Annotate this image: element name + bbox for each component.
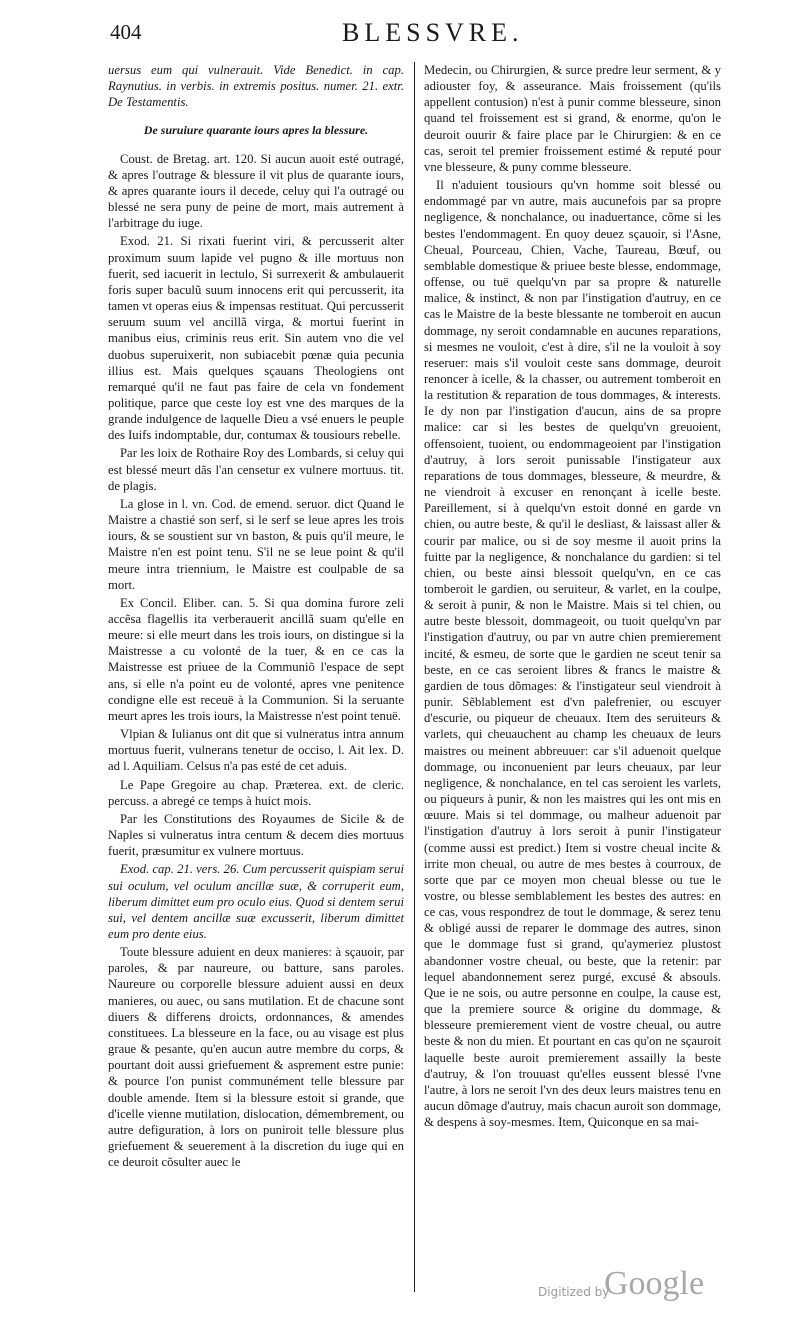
watermark-caption: Digitized by — [538, 1285, 610, 1299]
paragraph: Coust. de Bretag. art. 120. Si aucun auoit esté outragé, & apres l'outrage & blessure il vit plus de quarante iours, & apres quarante iours il decede, celuy qui l'a outragé ou blessé ne sera puny de peine de mort, mais autrement à l'arbitrage du iuge. — [108, 151, 404, 231]
page-header — [110, 16, 720, 56]
right-column — [424, 62, 721, 1132]
left-column — [108, 62, 404, 1172]
paragraph: Le Pape Gregoire au chap. Præterea. ext. de cleric. percuss. a abregé ce temps à huict mois. — [108, 777, 404, 808]
paragraph: Il n'aduient tousiours qu'vn homme soit blessé ou endommagé par vn autre, mais aucunefois par sa propre negligence, & nonchalance, ou inaduertance, cõme si les bestes l'endommagent. En quoy deuez sçauoir, si l'Asne, Cheual, Pourceau, Chien, Vache, Taureau, Bœuf, ou semblable domestique & priuee beste blesse, endommage, offense, ou tuë quelqu'vn par sa propre & naturelle malice, & instinct, & non par l'instigation d'autruy, en ce cas le Maistre de la beste blessante ne tomberoit en aucun dommage, ny seroit condamnable en aucunes reparations, si mesmes ne vouloit, c'est à dire, s'il ne la vouloit à soy reseruer: mais s'il vouloit ceste sans dommage, deuroit renoncer à icelle, & la chasser, ou autrement tomberoit en la restitution & reparation de tous dommages, & interests. Ie dy non par l'instigation d'aucun, ains de sa propre malice: car si les bestes de quelqu'vn greuoient, offensoient, tuoient, ou endommageoient par l'instigation d'autruy, à lors seroit punissable l'instigateur aux reparations de tous dommages, blesseure, & meurdre, & ne viendroit à excuser en renonçant à icelle beste. Pareillement, si à quelqu'vn estoit donné en garde vn chien, ou autre beste, & qu'il le desliast, & laissast aller & courir par malice, ou si de soy mesme il auoit prins la fuitte par la negligence, & nonchalance du gardien: si tel chien, ou beste ainsi blessoit quelqu'vn, en ce cas tomberoit le gardien, ou seruiteur, & varlet, en la coulpe, & seroit à punir, & non le Maistre. Mais si tel chien, ou autre beste blessoit, dommageoit, ou tuoit quelqu'vn par l'instigation d'autruy, ou par vn autre chien premierement incité, & esmeu, de sorte que le gardien ne sceut tenir sa beste, en ce cas seroient libres & francs le maistre & gardien de tous dõmages: & l'instigateur seul viendroit à punir. Sẽblablement est d'vn palefrenier, ou escuyer d'escurie, ou piqueur de cheuaux. Item des seruiteurs & varlets, qui cheuauchent au champ les cheuaux de leurs maistres ou meinent abbreuuer: car s'il aduenoit quelque dommage, ou inconuenient par leurs cheuaux, par leur negligence, & nonchalance, en tel cas seroient les varlets, ou piqueurs à punir, & non les maistres qui les ont mis en œuure. Mais si tel dommage, ou malheur aduenoit par l'instigation d'autruy à lors seroit à punir l'instigateur (comme aussi est predict.) Item si vostre cheual incite & irrite mon cheual, ou autre de mes bestes à courroux, de sorte que par ce moyen mon cheual blesse ou tue le vostre, ou blesse semblablement les bestes des autres: en ce cas, vous respondrez de tout le dommage, & serez tenu & obligé aussi de reparer le dommage des autres, sinon que le dommage fust si grand, qu'aymeriez plustost abandonner vostre cheual, ou beste, que la retenir: par lequel abandonnement serez purgé, excusé & absouls. Que ie ne sois, ou autre personne en coulpe, la cause est, que la premiere source & origine du dommage, & blesseure premierement vient de vostre cheual, ou autre beste & non du mien. Et pourtant en cas qu'on ne sçauroit laquelle beste auroit premierement assailly la beste d'autruy, & l'on trouuast qu'elles eussent blessé l'vne l'autre, à lors ne seroit l'vn des deux leurs maistres tenu en aucun dõmage d'autruy, mais chacun auroit son dommage, & despens à soy-mesmes. Item, Quiconque en sa mai- — [424, 178, 721, 1130]
paragraph: Par les loix de Rothaire Roy des Lombards, si celuy qui est blessé meurt dãs l'an censetur ex vulnere mortuus. tit. de plagis. — [108, 446, 404, 493]
paragraph: Vlpian & Iulianus ont dit que si vulneratus intra annum mortuus fuerit, vulnerans tenetur de occiso, l. Ait lex. D. ad l. Aquiliam. Celsus n'a pas esté de cet aduis. — [108, 727, 404, 774]
column-divider — [414, 62, 415, 1292]
google-logo: Google — [604, 1265, 705, 1302]
paragraph: Exod. 21. Si rixati fuerint viri, & percusserit alter proximum suum lapide vel pugno & ille mortuus non fuerit, sed iacuerit in lectulo, Si surrexerit & ambulauerit foris super baculũ suum innocens erit qui percusserit, ita tamen vt operas eius & impensas restituat. Qui percusserit seruum suum vel ancillã virga, & mortui fuerint in manibus eius, criminis reus erit. Sin autem vno die vel duobus superuixerit, non subiacebit pœnæ quia pecunia illius est. Mais quelques sçauans Theologiens ont remarqué qu'il ne faut pas faire de cela vn fondement politique, parce que ceste loy est vne des marques de la grande indulgence de laquelle Dieu a vsé enuers le peuple des Iuifs indomptable, dur, contumax & tousiours rebelle. — [108, 234, 404, 443]
paragraph: Par les Constitutions des Royaumes de Sicile & de Naples si vulneratus intra centum & decem dies mortuus fuerit, præsumitur ex vulnere mortuus. — [108, 811, 404, 859]
digitized-watermark — [538, 1267, 758, 1307]
page-number: 404 — [110, 20, 142, 44]
paragraph: Medecin, ou Chirurgien, & surce predre leur serment, & y adiouster foy, & asseurance. Mais froissement (qu'ils appellent contusion) n'est à punir comme blesseure, sinon quand tel froissement est si grand, & enorme, qu'on le deuroit ouurir & faire place par le Chirurgien: & en ce cas, seroit tel premier froissement estimé & reputé pour vne blesseure, & puny comme blesseure. — [424, 63, 721, 174]
paragraph: Toute blessure aduient en deux manieres: à sçauoir, par paroles, & par naureure, ou batture, sans paroles. Naureure ou corporelle blessure aduient aussi en deux manieres, ou auec, ou sans mutilation. Et de chacune sont diuers & differens droicts, ordonnances, & amendes constituees. La blesseure en la face, ou au visage est plus graue & pesante, qu'en aucun autre membre du corps, & pourtant doit aussi griefuement & asprement estre punie: & pource l'on punist communément telle blessure par double amende. Item si la blessure estoit si grande, que d'icelle vienne mutilation, dislocation, démembrement, ou autre defiguration, à lors on puniroit telle blessure plus griefuement & seuerement à la discretion du iuge qui en ce deuroit cõsulter auec le — [108, 945, 404, 1170]
paragraph: Ex Concil. Eliber. can. 5. Si qua domina furore zeli accẽsa flagellis ita verberauerit ancillã suam qu'elle en meure: si elle meurt dans les trois iours, on distingue si la Maistresse a cu volonté de la tuer, & en ce cas la Maistresse est priuee de la Communiõ l'espace de sept ans, si elle n'a point eu de volonté, apres vne penitence condigne elle est receuë à la Communion. Si la seruante meurt apres les trois iours, la Maistresse n'est point tenuë. — [108, 595, 404, 723]
running-head: BLESSVRE. — [342, 18, 524, 47]
paragraph: uersus eum qui vulnerauit. Vide Benedict. in cap. Raynutius. in verbis. in extremis positus. numer. 21. extr. De Testamentis. — [108, 63, 404, 110]
paragraph: La glose in l. vn. Cod. de emend. seruor. dict Quand le Maistre a chastié son serf, si le serf se leue apres les trois iours, & se soustient sur vn baston, & puis qu'il meure, le Maistre n'en est point tenu. S'il ne se leue point & qu'il meure intra triennium, le Maistre est coulpable de sa mort. — [108, 496, 404, 592]
paragraph: Exod. cap. 21. vers. 26. Cum percusserit quispiam serui sui oculum, vel oculum ancillæ suæ, & corruperit eum, liberum dimittet eum pro oculo eius. Quod si dentem serui sui, vel dentem ancillæ suæ excusserit, liberum dimittet eum pro dente eius. — [108, 862, 404, 941]
section-heading: De suruiure quarante iours apres la blessure. — [143, 123, 369, 138]
